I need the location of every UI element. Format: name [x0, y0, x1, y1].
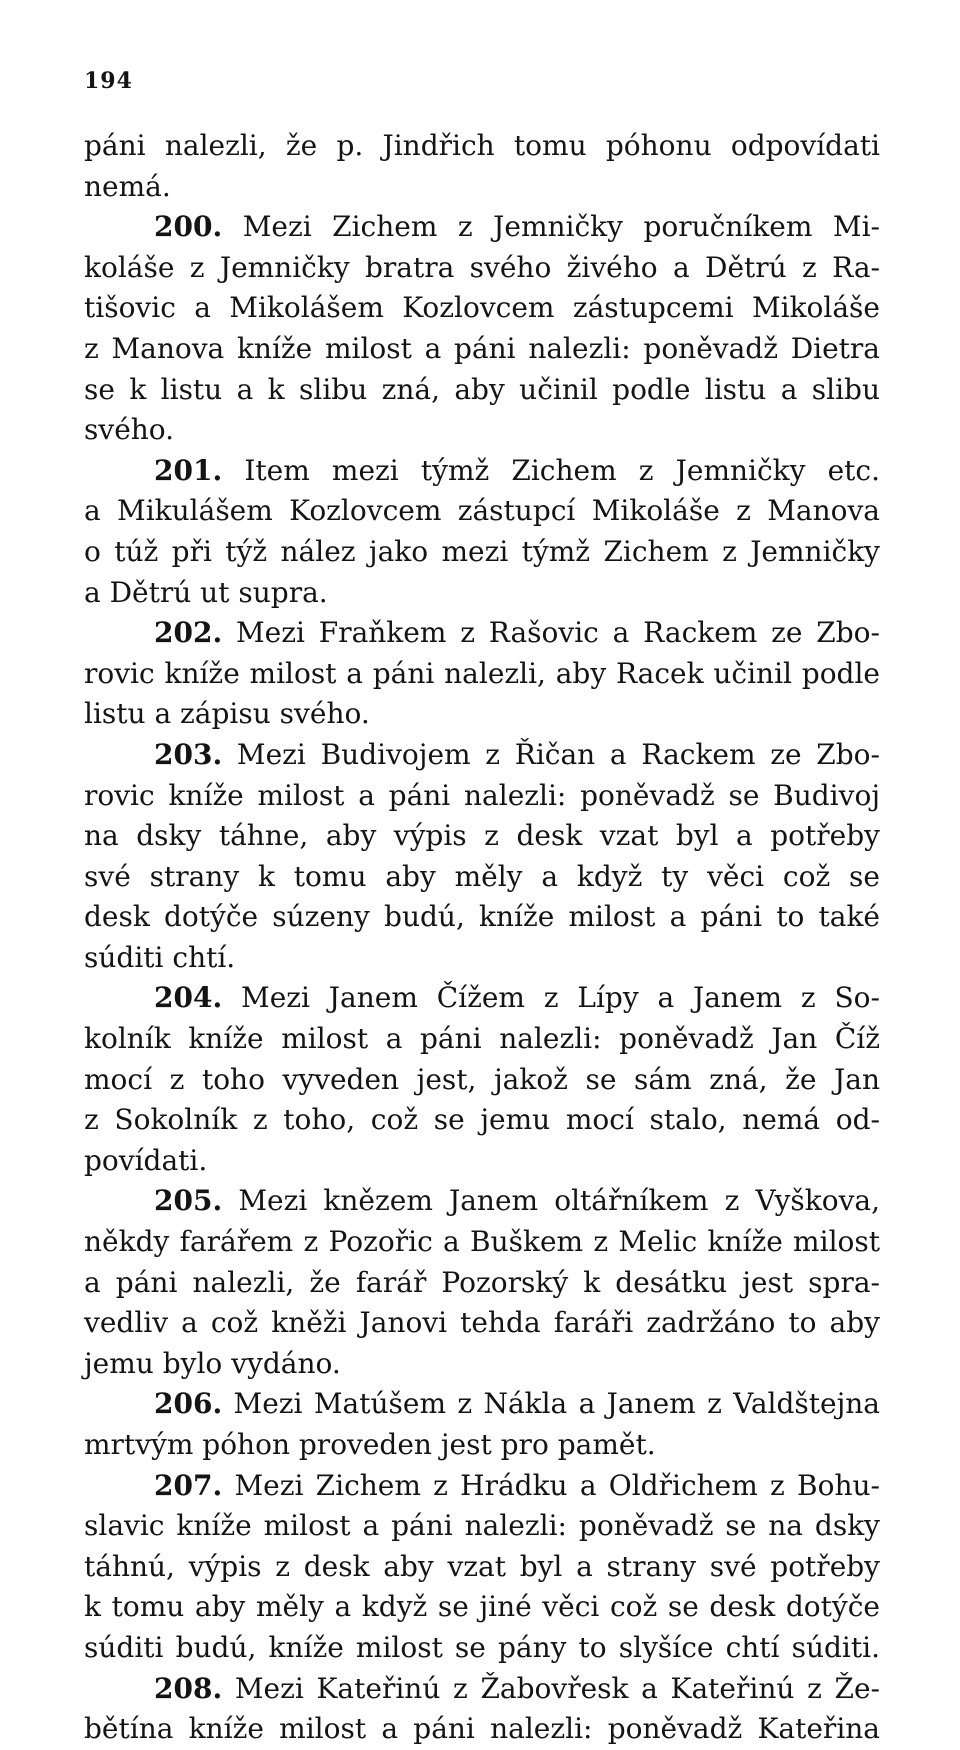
line-text: vedliv a což kněži Janovi tehda faráři zadržáno to aby	[84, 1306, 880, 1340]
line-text: rovic kníže milost a páni nalezli, aby Racek učinil podle	[84, 656, 880, 690]
entry-first-line	[84, 1181, 880, 1222]
line-text: desk dotýče súzeny budú, kníže milost a páni to také	[84, 900, 880, 934]
entry-number: 200.	[154, 210, 223, 244]
line-text: se k listu a k slibu zná, aby učinil podle listu a slibu	[84, 372, 880, 406]
line-text: Mezi Zichem z Hrádku a Oldřichem z Bohu-	[222, 1468, 880, 1502]
text-line	[84, 897, 880, 938]
text-line	[84, 654, 880, 695]
text-line	[84, 288, 880, 329]
text-line	[84, 1060, 880, 1101]
text-line	[84, 1587, 880, 1628]
line-text: Mezi Budivojem z Řičan a Rackem ze Zbo-	[222, 737, 880, 771]
text-line	[84, 1547, 880, 1588]
line-text: Item mezi týmž Zichem z Jemničky etc.	[222, 453, 880, 487]
text-line	[84, 1628, 880, 1669]
text-line	[84, 1506, 880, 1547]
text-line	[84, 126, 880, 167]
line-text: páni nalezli, že p. Jindřich tomu póhonu odpovídati	[84, 129, 880, 162]
line-text: a Mikulášem Kozlovcem zástupcí Mikoláše z Manova	[84, 494, 880, 528]
text-line	[84, 1141, 880, 1182]
entry-first-line	[84, 1384, 880, 1425]
entry-first-line	[84, 207, 880, 248]
line-text: Mezi Kateřinú z Žabovřesk a Kateřinú z Že-	[222, 1671, 880, 1705]
entry-number: 206.	[154, 1387, 223, 1421]
entry-first-line	[84, 1466, 880, 1507]
line-text: táhnú, výpis z desk aby vzat byl a strany své potřeby	[84, 1549, 880, 1583]
line-text: kolník kníže milost a páni nalezli: poněvadž Jan Číž	[84, 1022, 880, 1056]
line-text: Mezi Matúšem z Nákla a Janem z Valdštejna	[222, 1387, 880, 1421]
line-text: a páni nalezli, že farář Pozorský k desátku jest spra-	[84, 1265, 880, 1299]
entry-number: 202.	[154, 616, 223, 650]
line-text: a Dětrú ut supra.	[84, 575, 328, 609]
line-text: koláše z Jemničky bratra svého živého a Dětrú z Ra-	[84, 250, 880, 284]
text-line	[84, 532, 880, 573]
text-line	[84, 1019, 880, 1060]
line-text: Mezi Fraňkem z Rašovic a Rackem ze Zbo-	[222, 616, 880, 650]
line-text: tišovic a Mikolášem Kozlovcem zástupcemi Mikoláše	[84, 291, 880, 325]
entry-first-line	[84, 735, 880, 776]
line-text: své strany k tomu aby měly a když ty věci což se	[84, 859, 880, 893]
text-line	[84, 1303, 880, 1344]
line-text: k tomu aby měly a když se jiné věci což se desk dotýče	[84, 1590, 880, 1624]
text-line	[84, 370, 880, 411]
line-text: slavic kníže milost a páni nalezli: poněvadž se na dsky	[84, 1509, 880, 1543]
text-line	[84, 1222, 880, 1263]
line-text: súditi budú, kníže milost se pány to slyšíce chtí súditi.	[84, 1630, 880, 1664]
text-line	[84, 1263, 880, 1304]
text-line	[84, 1100, 880, 1141]
entry-number: 207.	[154, 1468, 223, 1502]
text-line	[84, 694, 880, 735]
line-text: Mezi Janem Čížem z Lípy a Janem z So-	[222, 981, 880, 1015]
line-text: jemu bylo vydáno.	[84, 1346, 341, 1380]
line-text: mocí z toho vyveden jest, jakož se sám zná, že Jan	[84, 1062, 880, 1096]
text-line	[84, 1709, 880, 1750]
line-text: svého.	[84, 413, 175, 447]
line-text: Mezi Zichem z Jemničky poručníkem Mi-	[222, 210, 880, 244]
line-text: mrtvým póhon proveden jest pro pamět.	[84, 1428, 656, 1461]
entry-number: 201.	[154, 453, 223, 487]
text-line	[84, 573, 880, 614]
text-line	[84, 491, 880, 532]
entry-number: 205.	[154, 1184, 223, 1218]
page-number: 194	[84, 68, 133, 94]
entry-first-line	[84, 613, 880, 654]
line-text: povídati.	[84, 1143, 208, 1177]
line-text: listu a zápisu svého.	[84, 697, 370, 731]
line-text: súditi chtí.	[84, 940, 236, 974]
entry-first-line	[84, 451, 880, 492]
line-text: o túž při týž nález jako mezi týmž Zichem z Jemničky	[84, 534, 880, 568]
line-text: z Sokolník z toho, což se jemu mocí stalo, nemá od-	[84, 1103, 880, 1137]
entry-number: 203.	[154, 737, 223, 771]
body-text	[84, 126, 880, 1750]
text-line	[84, 410, 880, 451]
entry-number: 204.	[154, 981, 223, 1015]
line-text: nemá.	[84, 169, 171, 203]
entry-number: 208.	[154, 1671, 223, 1705]
line-text: na dsky táhne, aby výpis z desk vzat byl a potřeby	[84, 819, 880, 853]
line-text: z Manova kníže milost a páni nalezli: poněvadž Dietra	[84, 331, 880, 365]
line-text: někdy farářem z Pozořic a Buškem z Melic kníže milost	[84, 1225, 880, 1259]
text-line	[84, 1425, 880, 1466]
text-line	[84, 1344, 880, 1385]
text-line	[84, 816, 880, 857]
text-line	[84, 938, 880, 979]
entry-first-line	[84, 1669, 880, 1710]
text-line	[84, 776, 880, 817]
text-line	[84, 248, 880, 289]
line-text: bětína kníže milost a páni nalezli: poněvadž Kateřina	[84, 1712, 880, 1746]
text-line	[84, 857, 880, 898]
entry-first-line	[84, 978, 880, 1019]
line-text: Mezi knězem Janem oltářníkem z Vyškova,	[222, 1184, 880, 1218]
text-line	[84, 329, 880, 370]
line-text: rovic kníže milost a páni nalezli: poněvadž se Budivoj	[84, 778, 880, 812]
text-line	[84, 167, 880, 208]
